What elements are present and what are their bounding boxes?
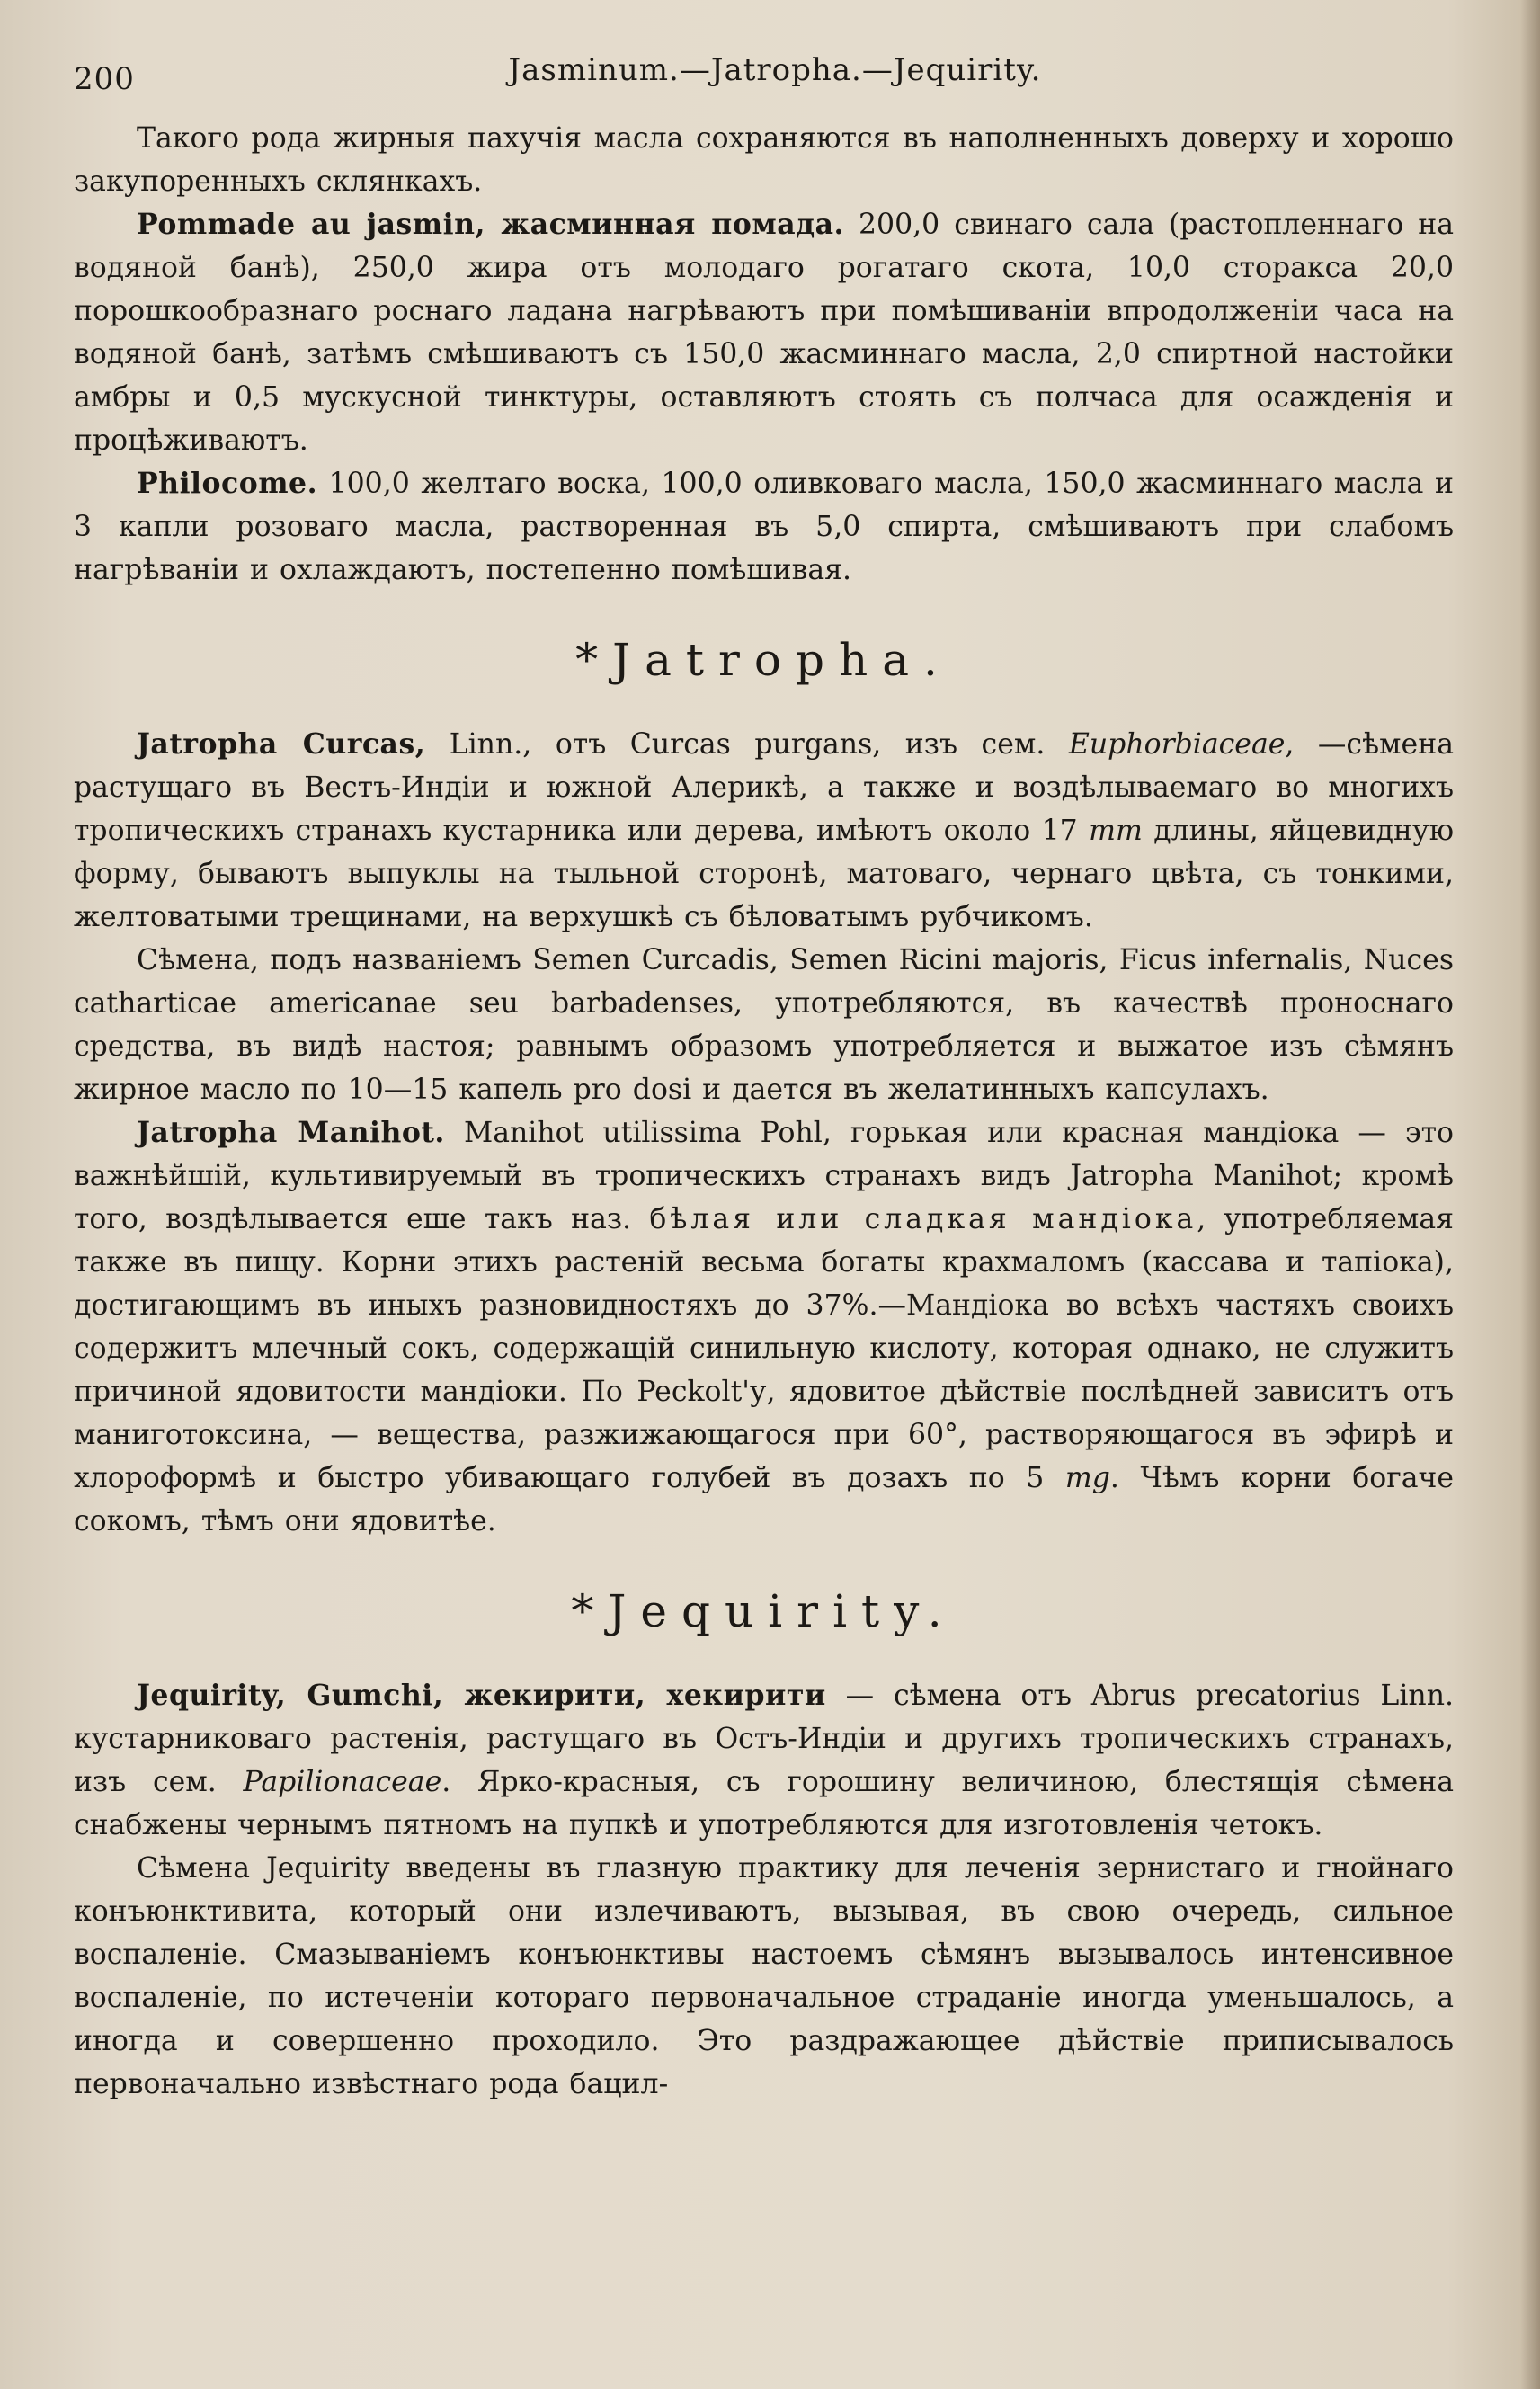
section-jasminum bbox=[74, 117, 1454, 592]
paragraph-jequirity-usage: Сѣмена Jequirity введены въ глазную практику для леченія зернистаго и гнойнаго конъюнктивита, который они излечиваютъ, вызывая, въ свою очередь, сильное воспаленіе. Смазываніемъ конъюнктивы настоемъ сѣмянъ вызывалось интенсивное воспаленіе, по истеченіи котораго первоначальное страданіе иногда уменьшалось, а иногда и совершенно проходило. Это раздражающее дѣйствіе приписывалось первоначально извѣстнаго рода бацил- bbox=[74, 1852, 1454, 2100]
family-euphorbiaceae: Euphorbiaceae bbox=[1068, 728, 1286, 761]
term-jequirity: Jequirity, Gumchi, жекирити, хекирити bbox=[137, 1679, 826, 1712]
curcas-text-c: длины, яйцевидную форму, бываютъ выпуклы на тыльной сторонѣ, матоваго, чернаго цвѣта, съ тонкими, желтоватыми трещинами, на верхушкѣ съ бѣловатымъ рубчикомъ. bbox=[74, 815, 1454, 933]
heading-jatropha: *Jatropha. bbox=[575, 634, 952, 686]
jequirity-text-b: . Ярко-красныя, съ горошину величиною, блестящія сѣмена снабжены чернымъ пятномъ на пупкѣ и употребляются для изготовленія четокъ. bbox=[74, 1766, 1454, 1841]
paragraph-manihot bbox=[74, 1111, 1454, 1543]
philocome-text: 100,0 желтаго воска, 100,0 оливковаго масла, 150,0 жасминнаго масла и 3 капли розоваго масла, растворенная въ 5,0 спирта, смѣшиваютъ при слабомъ нагрѣваніи и охлаждаютъ, постепенно помѣшивая. bbox=[74, 468, 1454, 586]
paragraph-seeds-usage: Сѣмена, подъ названіемъ Semen Curcadis, Semen Ricini majoris, Ficus infernalis, Nuces catharticae americanae seu barbadenses, употребляются, въ качествѣ проноснаго средства, въ видѣ настоя; равнымъ образомъ употребляется и выжатое изъ сѣмянъ жирное масло по 10—15 капель pro dosi и дается въ желатинныхъ капсулахъ. bbox=[74, 944, 1454, 1106]
jequirity-text-a: — сѣмена отъ Abrus precatorius Linn. кустарниковаго растенія, растущаго въ Остъ-Индіи и другихъ тропическихъ странахъ, изъ сем. bbox=[74, 1680, 1454, 1798]
section-jequirity bbox=[74, 1584, 1454, 2106]
paragraph-storage: Такого рода жирныя пахучія масла сохраняются въ наполненныхъ доверху и хорошо закупоренныхъ склянкахъ. bbox=[74, 122, 1454, 198]
page-header bbox=[74, 52, 1476, 106]
paragraph-jequirity-definition bbox=[74, 1674, 1454, 1847]
term-philocome: Philocome. bbox=[137, 467, 318, 500]
paragraph-philocome bbox=[74, 462, 1454, 592]
term-jatropha-curcas: Jatropha Curcas, bbox=[137, 727, 426, 761]
paragraph-pommade bbox=[74, 203, 1454, 462]
page-number: 200 bbox=[74, 61, 135, 97]
term-jatropha-manihot: Jatropha Manihot. bbox=[137, 1116, 445, 1149]
heading-jequirity: *Jequirity. bbox=[571, 1585, 957, 1637]
page-edge-shadow bbox=[1520, 0, 1540, 2389]
unit-mm: mm bbox=[1089, 815, 1143, 847]
term-pommade: Pommade au jasmin, жасминная помада. bbox=[137, 208, 844, 241]
page-body bbox=[74, 117, 1454, 2106]
unit-mg: mg bbox=[1064, 1462, 1110, 1494]
running-title: Jasminum.—Jatropha.—Jequirity. bbox=[508, 52, 1042, 88]
manihot-text-c: . Чѣмъ корни богаче сокомъ, тѣмъ они ядовитѣе. bbox=[74, 1462, 1454, 1538]
section-jatropha bbox=[74, 633, 1454, 1543]
manihot-text-b: , употребляемая также въ пищу. Корни этихъ растеній весьма богаты крахмаломъ (кассава и тапіока), достигающимъ въ иныхъ разновидностяхъ до 37%.—Мандіока во всѣхъ частяхъ своихъ содержитъ млечный сокъ, содержащій синильную кислоту, которая однако, не служитъ причиной ядовитости мандіоки. По Peckolt'у, ядовитое дѣйствіе послѣдней зависитъ отъ маниготоксина, — вещества, разжижающагося при 60°, растворяющагося въ эфирѣ и хлороформѣ и быстро убивающаго голубей въ дозахъ по 5 bbox=[74, 1203, 1454, 1494]
manihot-text-a: Manihot utilissima Pohl, горькая или красная мандіока — это важнѣйшій, культивируемый въ тропическихъ странахъ видъ Jatropha Manihot; кромѣ того, воздѣлывается еше такъ наз. bbox=[74, 1117, 1454, 1235]
curcas-text-a: Linn., отъ Curcas purgans, изъ сем. bbox=[425, 728, 1069, 761]
family-papilionaceae: Papilionaceae bbox=[243, 1766, 442, 1798]
curcas-text-b: , —сѣмена растущаго въ Вестъ-Индіи и южной Алерикѣ, а также и воздѣлываемаго во многихъ тропическихъ странахъ кустарника или дерева, имѣютъ около 17 bbox=[74, 728, 1454, 847]
paragraph-curcas bbox=[74, 723, 1454, 939]
manihot-spaced-text: бѣлая или сладкая мандіока bbox=[649, 1203, 1197, 1235]
pommade-text: 200,0 свинаго сала (растопленнаго на водяной банѣ), 250,0 жира отъ молодаго рогатаго скота, 10,0 сторакса 20,0 порошкообразнаго роснаго ладана нагрѣваютъ при помѣшиваніи впродолженіи часа на водяной банѣ, затѣмъ смѣшиваютъ съ 150,0 жасминнаго масла, 2,0 спиртной настойки амбры и 0,5 мускусной тинктуры, оставляютъ стоять съ полчаса для осажденія и процѣживаютъ. bbox=[74, 209, 1454, 457]
